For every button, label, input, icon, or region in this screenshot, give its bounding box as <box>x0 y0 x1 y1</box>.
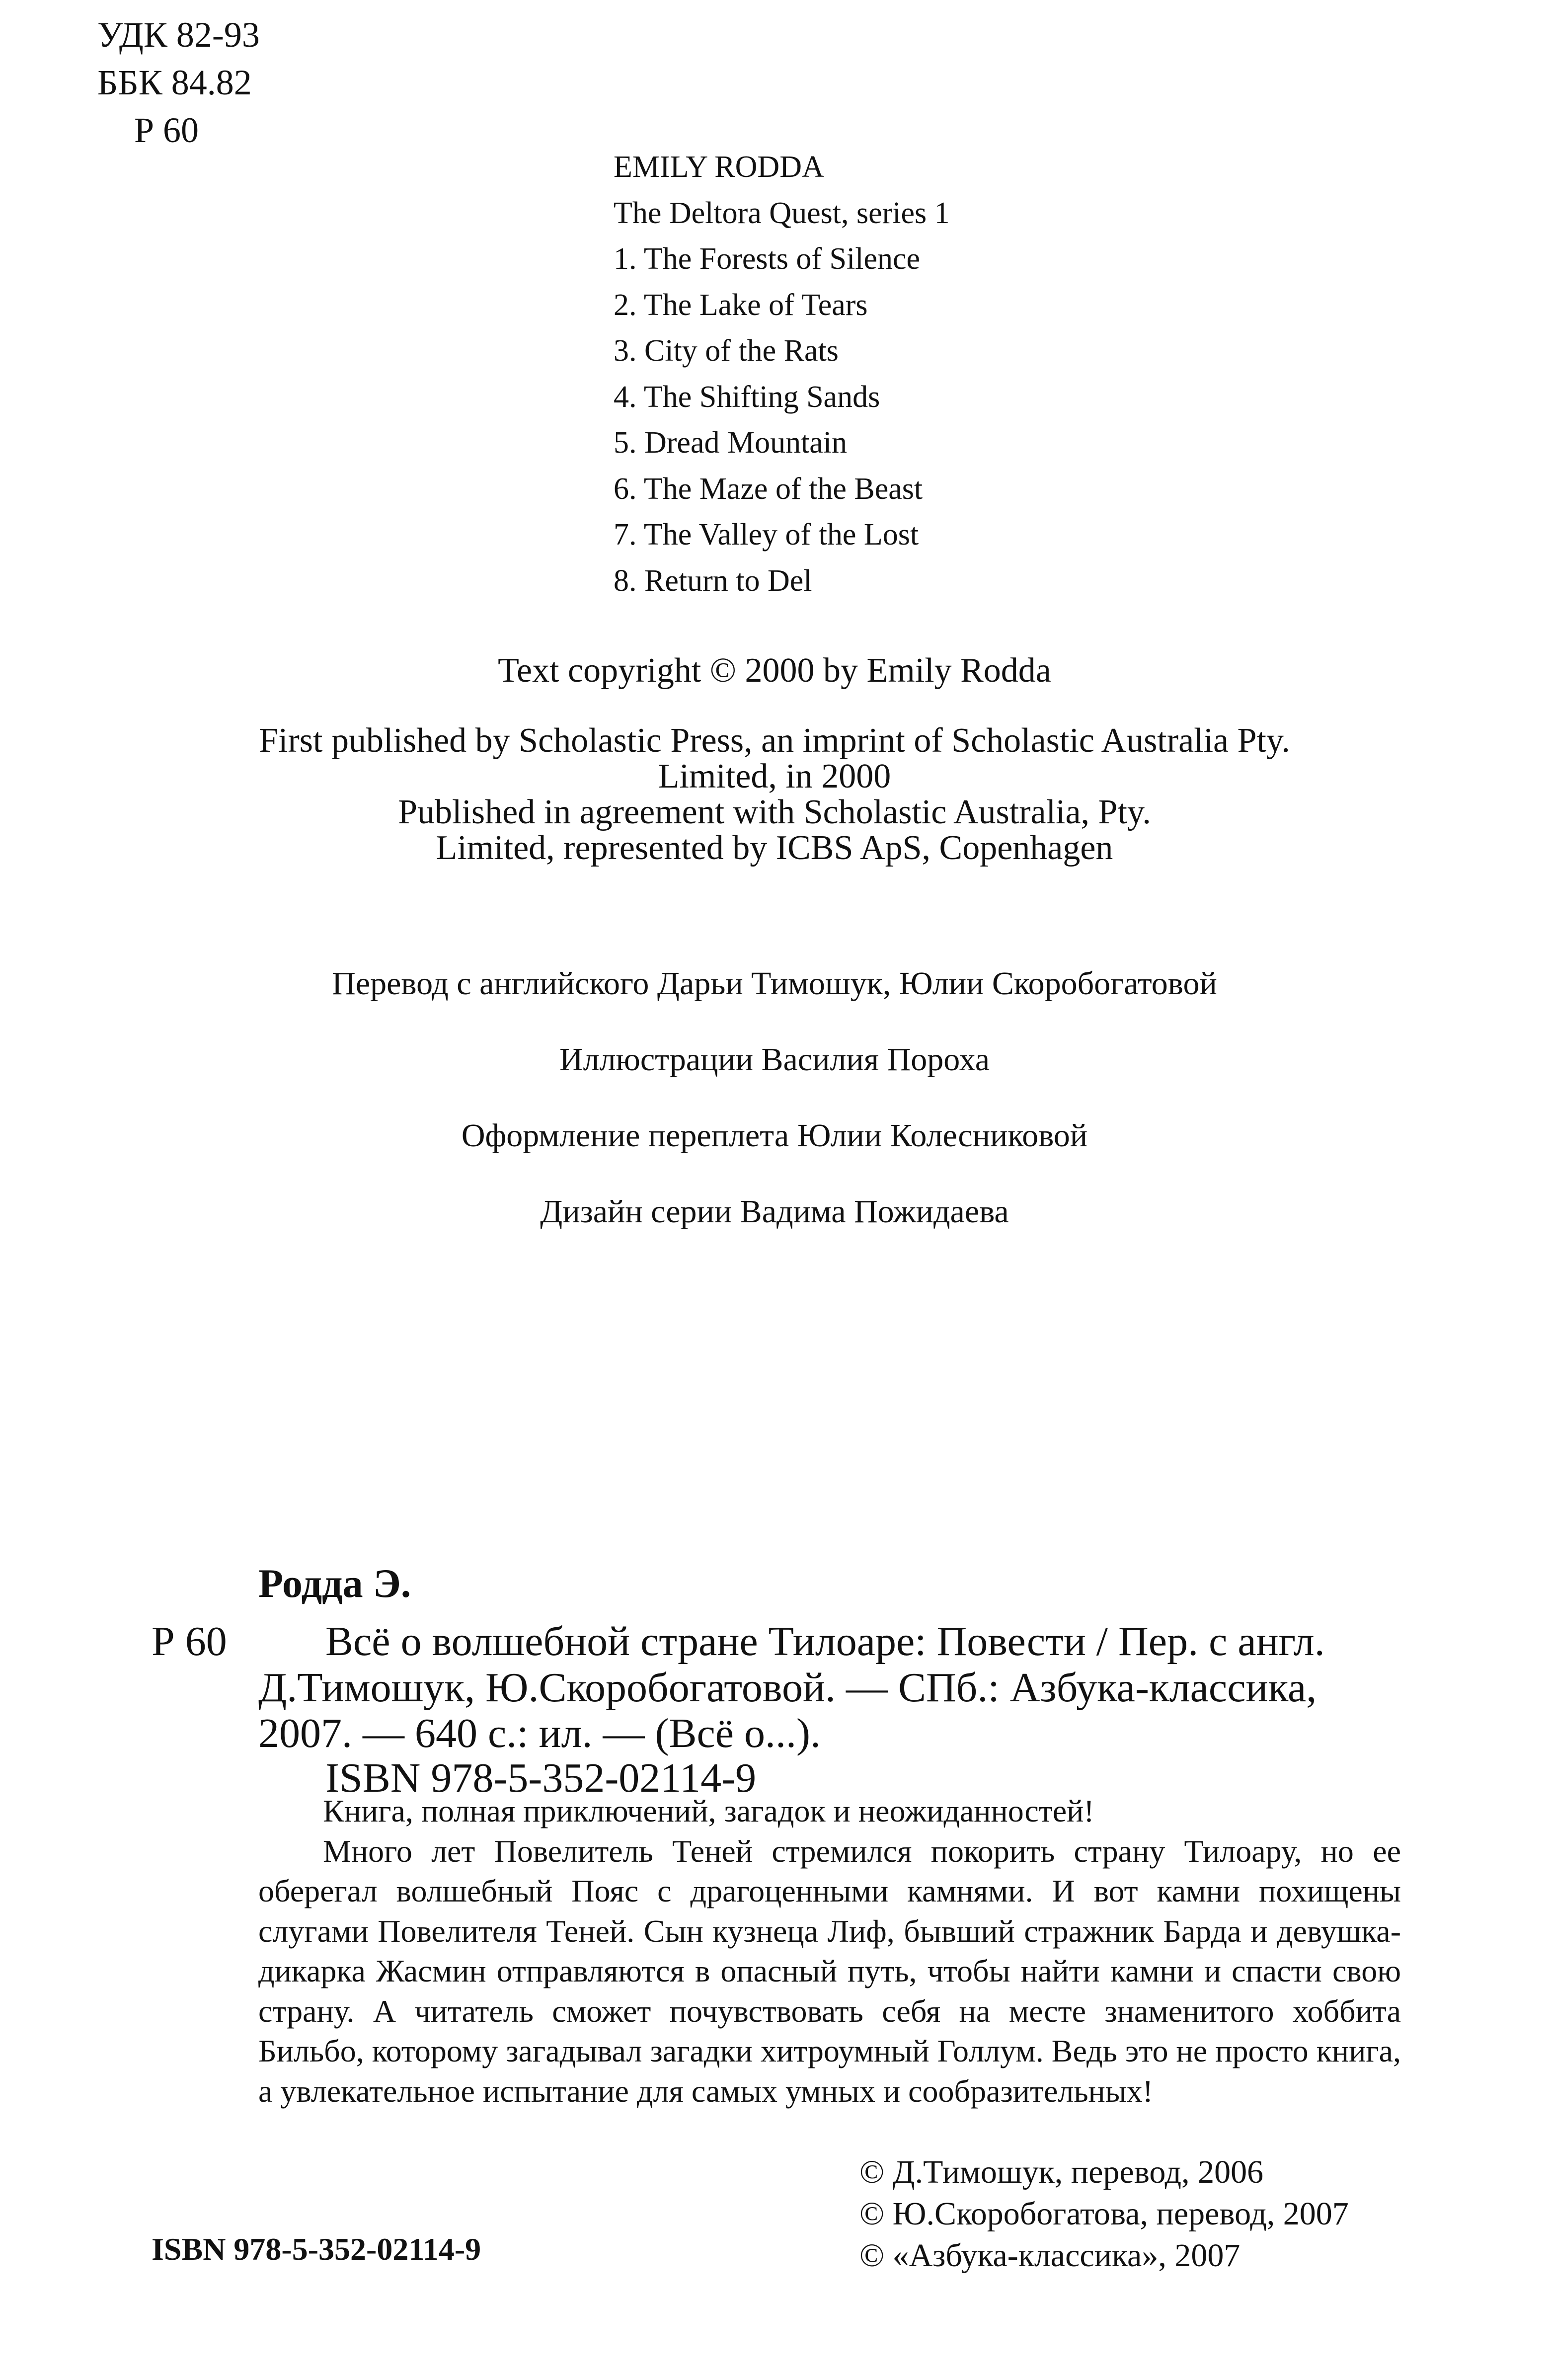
publication-line: First published by Scholastic Press, an imprint of Scholastic Australia Pty. <box>259 721 1290 760</box>
book-item: 5. Dread Mountain <box>614 426 848 460</box>
cover-design-credit: Оформление переплета Юлии Колесниковой <box>461 1117 1088 1154</box>
annotation-paragraph: Много лет Повелитель Теней стремился покорить страну Тилоару, но ее оберегал волшебный Пояс с драгоценными камнями. И вот камни похищены слугами Повелителя Теней. Сын кузнеца Лиф, бывший стражник Барда и девушка-дикарка Жасмин отправляются в опасный путь, чтобы найти камни и спасти свою страну. А читатель сможет почувствовать себя на месте знаменитого хоббита Бильбо, которому загадывал загадки хитроумный Голлум. Ведь это не просто книга, а увлекательное испытание для самых умных и сообразительных! <box>258 1833 1401 2109</box>
rights-line: © «Азбука-классика», 2007 <box>859 2237 1240 2274</box>
illustrations-credit: Иллюстрации Василия Пороха <box>559 1041 990 1078</box>
catalog-line: 2007. — 640 с.: ил. — (Всё о...). <box>258 1710 821 1756</box>
book-item: 8. Return to Del <box>614 563 812 598</box>
bbk-code: ББК 84.82 <box>97 63 252 102</box>
book-item: 7. The Valley of the Lost <box>614 518 919 552</box>
publication-line: Limited, in 2000 <box>658 757 891 795</box>
series-design-credit: Дизайн серии Вадима Пожидаева <box>540 1193 1009 1230</box>
annotation-paragraph: Книга, полная приключений, загадок и неожиданностей! <box>323 1793 1094 1828</box>
book-annotation <box>258 1791 1401 2111</box>
publication-line: Limited, represented by ICBS ApS, Copenhagen <box>436 829 1113 867</box>
rights-line: © Д.Тимошук, перевод, 2006 <box>859 2154 1264 2190</box>
catalog-code: Р 60 <box>152 1618 227 1665</box>
book-item: 6. The Maze of the Beast <box>614 472 923 506</box>
book-item: 3. City of the Rats <box>614 334 839 368</box>
publication-notice <box>0 723 1549 866</box>
text-copyright: Text copyright © 2000 by Emily Rodda <box>498 651 1051 690</box>
author-mark: Р 60 <box>134 110 199 150</box>
series-title: The Deltora Quest, series 1 <box>614 196 950 230</box>
rights-block <box>859 2151 1349 2277</box>
publication-line: Published in agreement with Scholastic Australia, Pty. <box>398 793 1151 831</box>
book-item: 1. The Forests of Silence <box>614 242 921 276</box>
translation-credit: Перевод с английского Дарьи Тимошук, Юлии Скоробогатовой <box>332 965 1217 1002</box>
udk-code: УДК 82-93 <box>97 15 260 55</box>
catalog-line: Д.Тимошук, Ю.Скоробогатовой. — СПб.: Азбука-классика, <box>258 1665 1317 1711</box>
catalog-isbn: ISBN 978-5-352-02114-9 <box>325 1755 757 1801</box>
book-item: 2. The Lake of Tears <box>614 288 868 322</box>
rights-line: © Ю.Скоробогатова, перевод, 2007 <box>859 2196 1349 2232</box>
original-series-block <box>614 144 950 604</box>
original-author: EMILY RODDA <box>614 150 824 184</box>
book-item: 4. The Shifting Sands <box>614 380 880 414</box>
isbn-bottom: ISBN 978-5-352-02114-9 <box>152 2231 481 2267</box>
catalog-line: Всё о волшебной стране Тилоаре: Повести / Пер. с англ. <box>325 1618 1325 1665</box>
catalog-author: Родда Э. <box>258 1561 411 1606</box>
